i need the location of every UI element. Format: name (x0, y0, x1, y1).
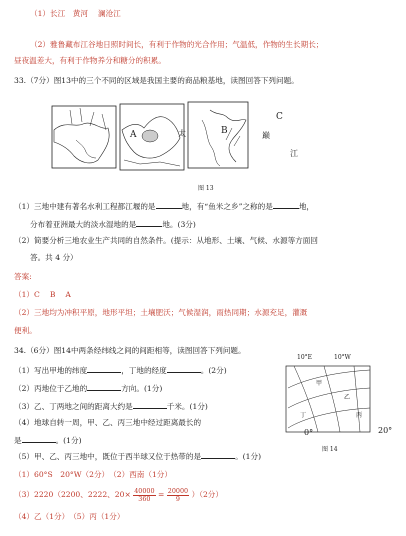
answer-line-1: （1）长江 黄河 澜沧江 (30, 9, 121, 18)
q34-part5: （5）甲、乙、丙三地中，既位于西半球又位于热带的是 。(1分) (14, 452, 262, 461)
map-c-label-jiang: 江 (290, 149, 298, 158)
fraction-2: $\frac{20000}{9}$ (167, 486, 189, 503)
q33-stem: 33.（7分）图13中的三个不同的区域是我国主要的商品粮基地，读图回答下列问题。 (14, 76, 299, 85)
lon-10e: 10°E (297, 354, 313, 361)
lat-0: 0° (304, 428, 314, 437)
answer-line-3: 昼夜温差大，有利于作物养分和糖分的积累。 (14, 56, 166, 65)
lat-20: 20° (378, 426, 393, 435)
q33-part2: （2）简要分析三地农业生产共同的自然条件。(提示：从地形、土壤、气候、水源等方面回 (14, 236, 318, 245)
point-jia: 甲 (316, 380, 323, 387)
map-c-label: C (276, 112, 283, 122)
figure-13-maps (50, 100, 250, 180)
q34-part4: （4）地球自转一周，甲、乙、丙三地中经过距离最长的 (14, 418, 202, 427)
q34-answer-3: （3）2220（2200、2222、20× $\frac{40000}{360}$ = $\frac{20000}{9}$ ）（2分） (14, 486, 223, 503)
q34-answer-1: （1）60°S 20°W（2分） （2）西南（1分） (14, 470, 172, 479)
map-c-label-dian: 巅 (262, 131, 270, 140)
point-bing: 丙 (356, 412, 363, 419)
answer-line-2: （2）雅鲁藏布江谷地日照时间长，有利于作物的光合作用；气温低，作物的生长期长； (30, 40, 324, 49)
map-b-label: B (221, 126, 228, 136)
q33-part2-cont: 答。共 4 分） (30, 253, 78, 262)
q33-part1: （1）三地中建有著名水利工程都江堰的是 地，有“鱼米之乡”之称的是 地， (14, 202, 315, 211)
answer-label: 答案: (14, 272, 32, 281)
point-yi: 乙 (344, 394, 351, 401)
q34-answer-4: （4）乙（1分） （5）丙（1分） (14, 512, 125, 521)
map-b-label-tai: 太 (178, 129, 186, 138)
map-c (188, 102, 248, 168)
q33-answer-3: 便利。 (14, 326, 37, 335)
figure-14-caption: 图 14 (322, 446, 338, 453)
figure-13-caption: 图 13 (198, 185, 214, 192)
fraction-1: $\frac{40000}{360}$ (134, 486, 155, 503)
map-a-label: A (130, 130, 137, 140)
point-ding: 丁 (300, 412, 307, 419)
q33-part1-cont: 分布着亚洲最大的淡水湿地的是 地。(3分) (30, 220, 196, 229)
q34-part1: （1）写出甲地的纬度 ，丁地的经度 。(2分) (14, 366, 227, 375)
q34-part3: （3）乙、丁两地之间的距离大约是 千米。(1分) (14, 402, 208, 411)
q34-part2: （2）丙地位于乙地的 方向。(1分) (14, 384, 163, 393)
figure-14-grid (284, 358, 372, 440)
q34-stem: 34.（6分）图14中两条经纬线之间的间距相等，读图回答下列问题。 (14, 346, 246, 355)
lon-10w: 10°W (334, 354, 351, 361)
q33-answer-2: （2）三地均为冲积平原，地形平坦；土壤肥沃；气候湿润，雨热同期；水源充足，灌溉 (14, 308, 308, 317)
q34-part4-cont: 是 。(1分) (14, 436, 82, 445)
map-a (52, 106, 116, 168)
q33-answer-1: （1）C B A (14, 290, 71, 299)
